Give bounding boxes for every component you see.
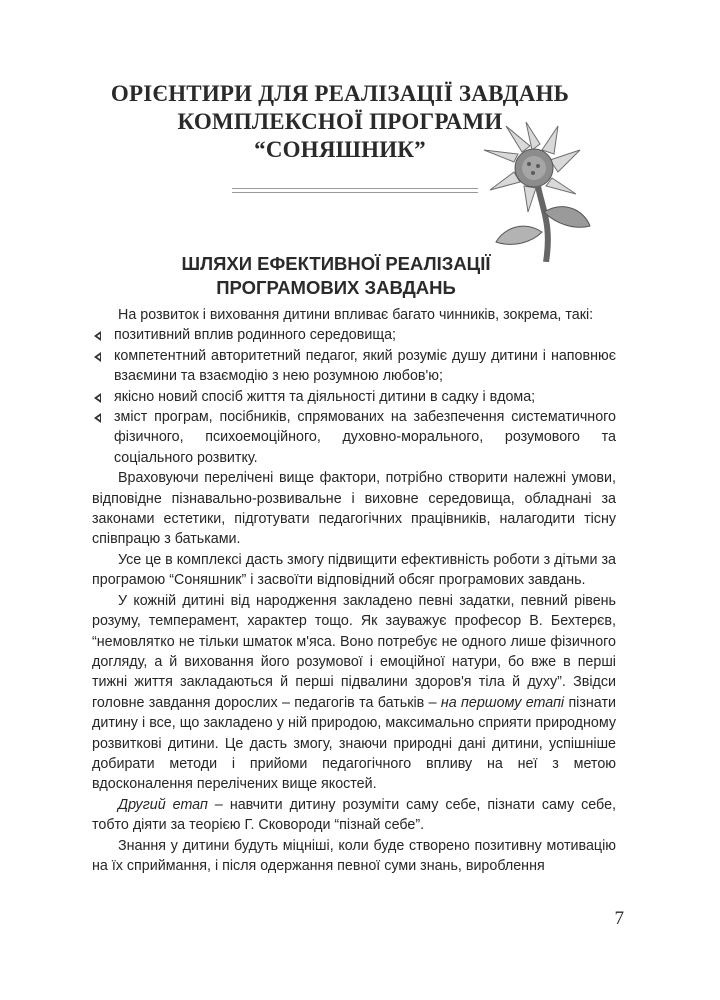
paragraph bbox=[92, 591, 616, 795]
list-item-text: позитивний вплив родинного середовища; bbox=[114, 327, 397, 344]
intro-paragraph: На розвиток і виховання дитини впливає багато чинників, зокрема, такі: bbox=[118, 307, 594, 323]
emphasis-text: Другий етап bbox=[118, 796, 208, 813]
title-divider bbox=[232, 188, 478, 193]
list-item bbox=[92, 325, 616, 345]
paragraph: Усе це в комплексі дасть змогу підвищити ефективність роботи з дітьми за програмою “Соняшник” і засвоїти відповідний обсяг програмових завдань. bbox=[92, 551, 616, 589]
list-item bbox=[92, 346, 616, 387]
list-item-text: якісно новий спосіб життя та діяльності дитини в садку і вдома; bbox=[114, 388, 536, 405]
bullet-arrow-icon bbox=[94, 352, 101, 362]
list-item-text: зміст програм, посібників, спрямованих на забезпечення систематичного фізичного, психоемоційного, духовно-морального, розумового та соціального розвитку. bbox=[114, 409, 616, 466]
paragraph: Знання у дитини будуть міцніші, коли буде створено позитивну мотивацію на їх сприймання, і після одержання певної суми знань, вироблення bbox=[92, 837, 616, 874]
sunflower-icon bbox=[476, 116, 594, 262]
section-heading-line-2: ПРОГРАМОВИХ ЗАВДАНЬ bbox=[216, 277, 456, 298]
bullet-arrow-icon bbox=[94, 413, 101, 423]
emphasis-text: на першому етапі bbox=[440, 694, 565, 711]
bullet-arrow-icon bbox=[94, 393, 101, 403]
page-number: 7 bbox=[614, 908, 624, 929]
chapter-title-line-3: “СОНЯШНИК” bbox=[254, 137, 426, 162]
paragraph-text: У кожній дитині від народження закладено певні задатки, певний рівень розуму, темперамент, характер тощо. Як зауважує професор В. Бехтерєв, “немовлятко не тільки шматок м'яса. Воно потребує не одного лише фізичного догляду, а й виховання його розумової і емоційної натури, бо вже в перші тижні життя закладаються й перші підвалини здоров'я тіла й духу”. Звідси головне завдання дорослих – педагогів та батьків – bbox=[92, 592, 616, 711]
chapter-title-line-2: КОМПЛЕКСНОЇ ПРОГРАМИ bbox=[177, 109, 503, 134]
list-item-text: компетентний авторитетний педагог, який розуміє душу дитини і наповнює взаємини та взаємодію з нею розумною любов'ю; bbox=[114, 347, 616, 385]
chapter-title-line-1: ОРІЄНТИРИ ДЛЯ РЕАЛІЗАЦІЇ ЗАВДАНЬ bbox=[110, 81, 570, 106]
body-text bbox=[92, 305, 616, 876]
section-heading bbox=[0, 252, 672, 300]
bullet-arrow-icon bbox=[94, 331, 101, 341]
paragraph: Враховуючи перелічені вище фактори, потрібно створити належні умови, відповідне пізнавально-розвивальне і виховне середовища, обладнані за законами естетики, підготувати педагогічних працівників, налагодити тісну співпрацю з батьками. bbox=[92, 470, 616, 548]
paragraph-text: пізнати дитину і все, що закладено у ній природою, максимально сприяти природному розвиткові дитини. Це дасть змогу, знаючи природні дані дитини, успішніше добирати методи і прийоми педагогічного впливу на неї з метою вдосконалення перелічених вище якостей. bbox=[92, 694, 616, 793]
section-heading-line-1: ШЛЯХИ ЕФЕКТИВНОЇ РЕАЛІЗАЦІЇ bbox=[181, 253, 491, 274]
paragraph-text: – навчити дитину розуміти саму себе, пізнати саму себе, тобто діяти за теорією Г. Сковороди “пізнай себе”. bbox=[92, 796, 616, 834]
paragraph bbox=[92, 795, 616, 836]
factor-list bbox=[92, 325, 616, 468]
list-item bbox=[92, 407, 616, 468]
list-item bbox=[92, 387, 616, 407]
